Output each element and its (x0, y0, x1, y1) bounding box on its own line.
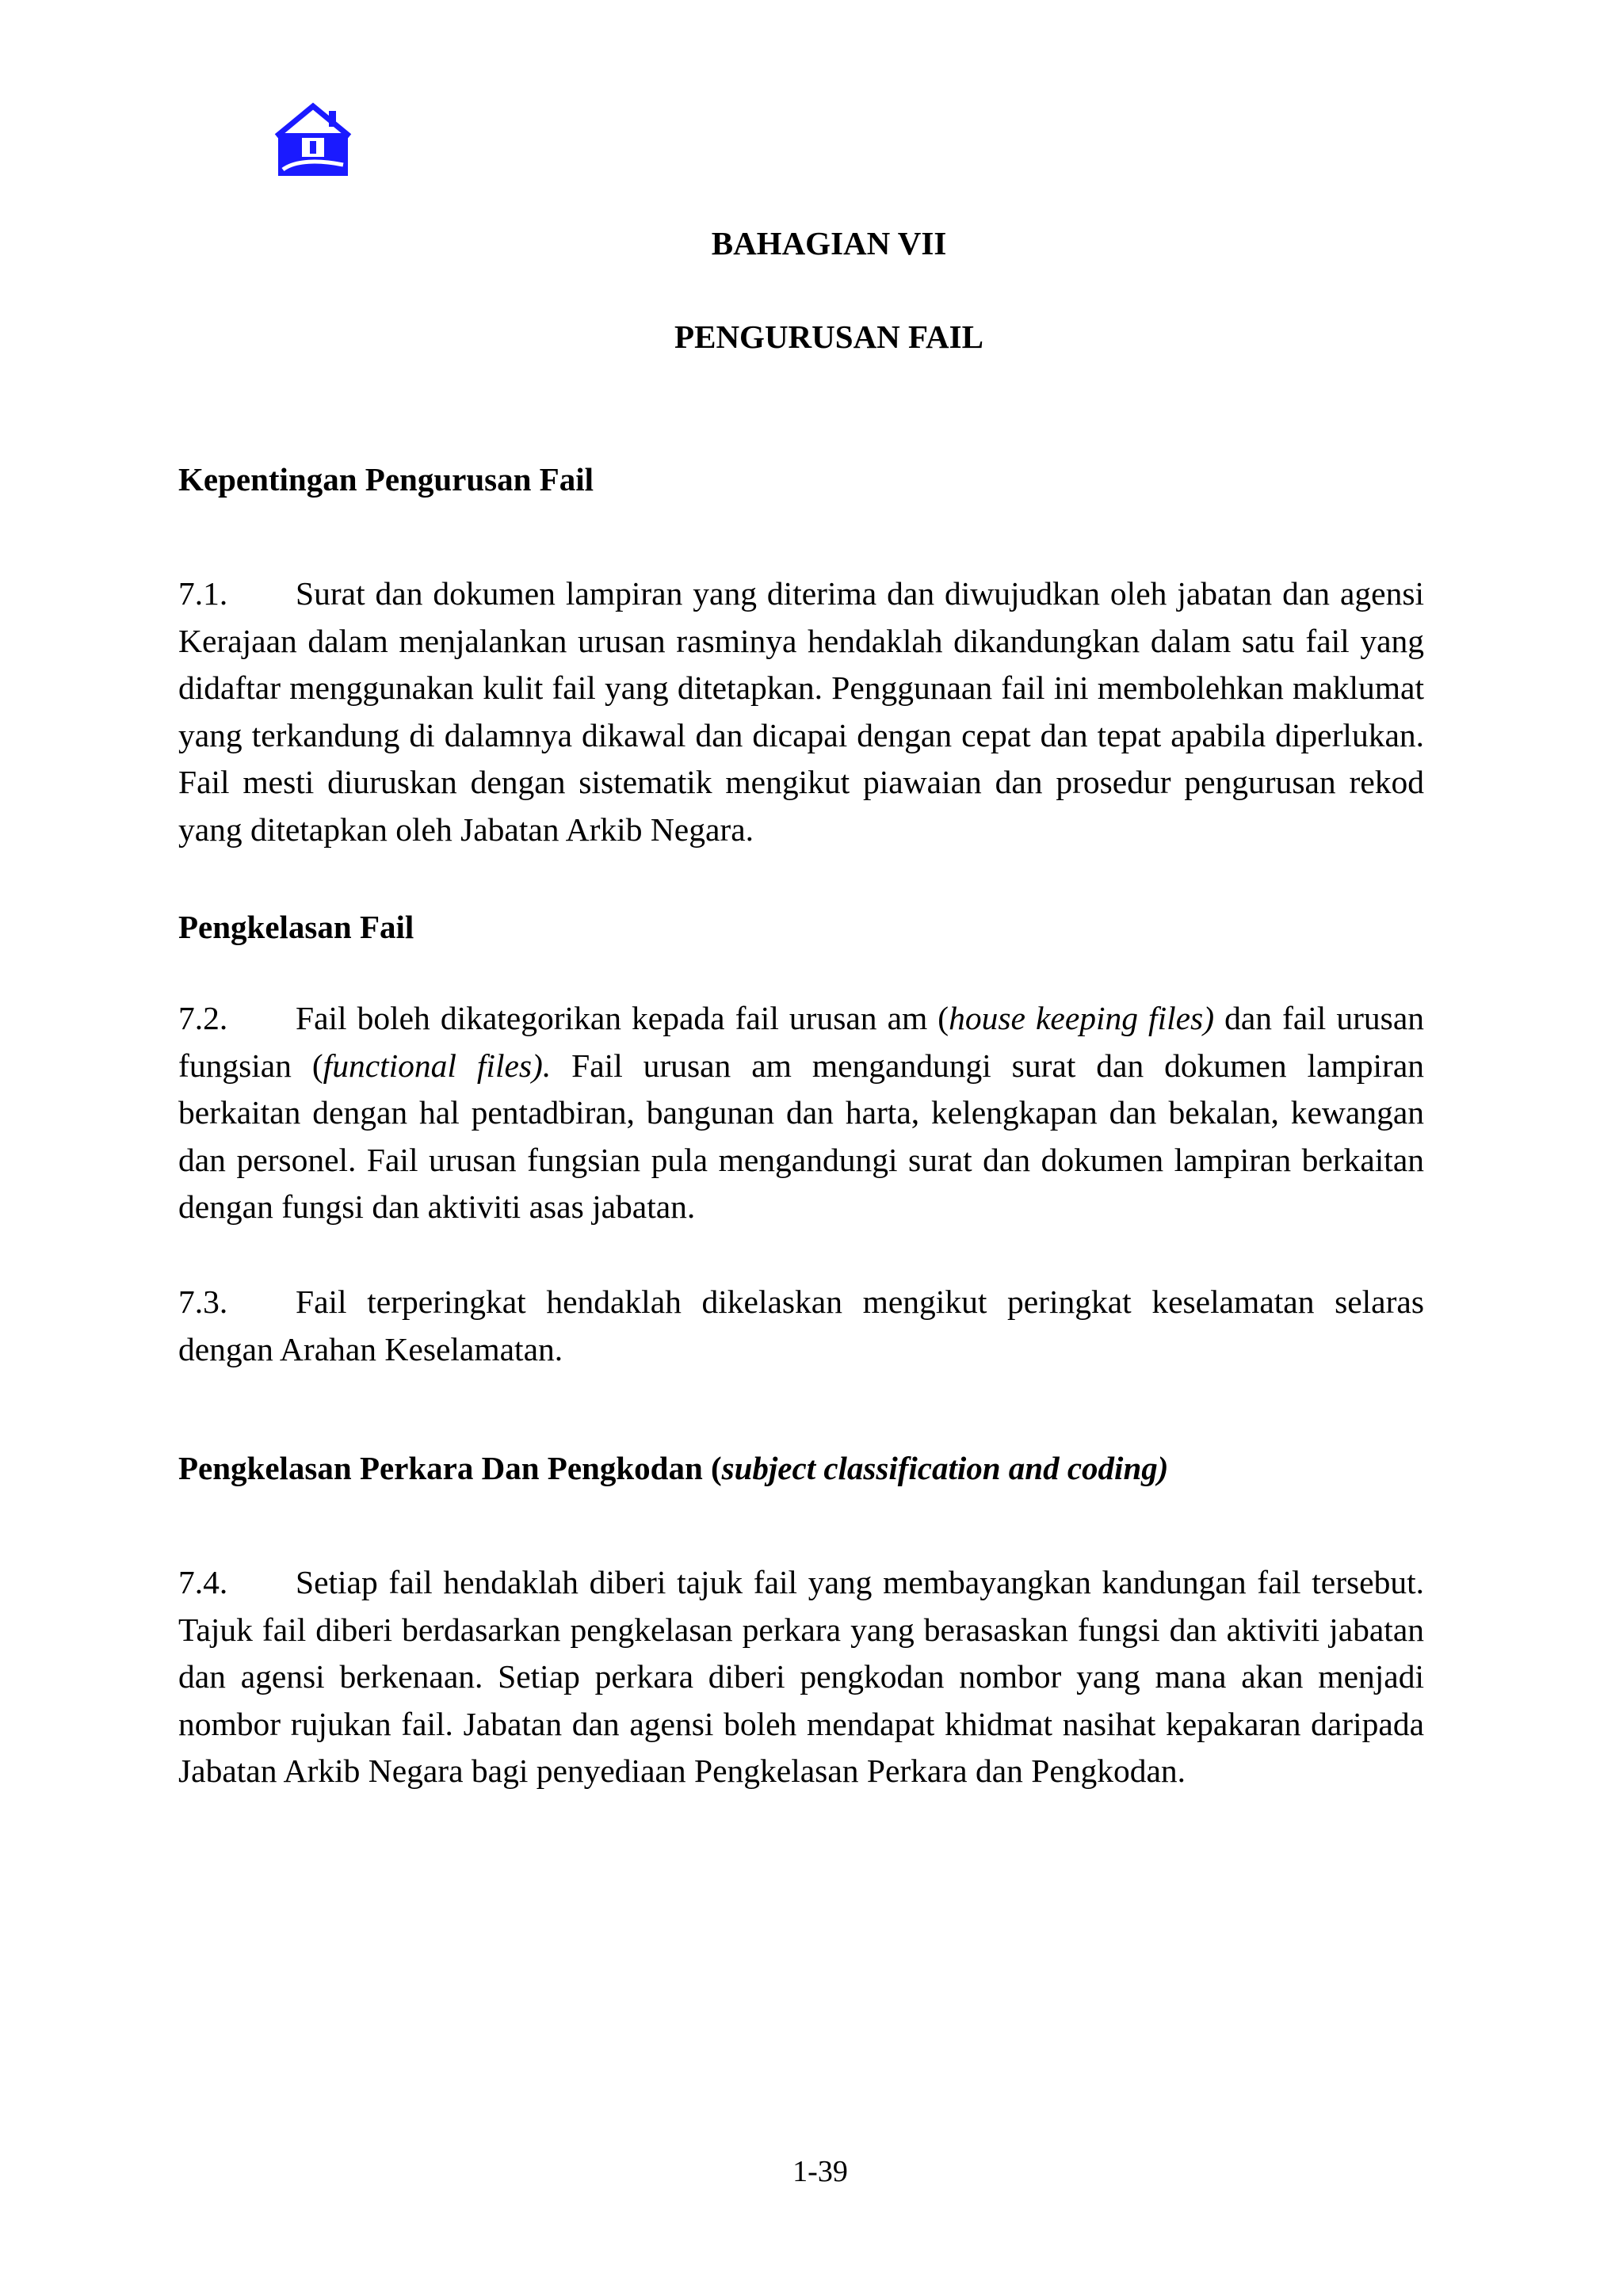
section-heading-pengkelasan-perkara (178, 1448, 1168, 1488)
paragraph-number: 7.3. (178, 1283, 228, 1320)
paragraph-7-4 (178, 1559, 1424, 1795)
part-title: BAHAGIAN VII (711, 225, 947, 261)
paragraph-text: Fail terperingkat hendaklah dikelaskan mengikut peringkat keselamatan selaras dengan Arahan Keselamatan. (178, 1283, 1424, 1367)
section-heading-pengkelasan-fail: Pengkelasan Fail (178, 909, 414, 945)
chapter-title: PENGURUSAN FAIL (674, 318, 983, 355)
paragraph-text-b: dan fail urusan fungsian ( (178, 1000, 1424, 1084)
page-number: 1-39 (792, 2155, 848, 2188)
section-heading-text: Pengkelasan Perkara Dan Pengkodan ( (178, 1450, 722, 1486)
paragraph-text-a: Fail boleh dikategorikan kepada fail urusan am ( (296, 1000, 949, 1036)
section-heading-term: subject classification and coding) (721, 1450, 1169, 1486)
paragraph-number: 7.2. (178, 1000, 228, 1036)
paragraph-number: 7.4. (178, 1564, 228, 1600)
paragraph-text-c: Fail urusan am mengandungi surat dan dokumen lampiran berkaitan dengan hal pentadbiran, bangunan dan harta, kelengkapan dan bekalan, kewangan dan personel. Fail urusan fungsian pula mengandungi surat dan dokumen lampiran berkaitan dengan fungsi dan aktiviti asas jabatan. (178, 1047, 1424, 1226)
paragraph-7-3 (178, 1279, 1424, 1373)
section-heading-kepentingan: Kepentingan Pengurusan Fail (178, 461, 594, 498)
paragraph-7-2 (178, 995, 1424, 1231)
paragraph-number: 7.1. (178, 575, 228, 612)
paragraph-term-house-keeping: house keeping files) (949, 1000, 1215, 1036)
paragraph-term-functional: functional files). (323, 1047, 552, 1084)
paragraph-7-1 (178, 570, 1424, 854)
home-icon[interactable] (272, 101, 354, 177)
paragraph-text: Surat dan dokumen lampiran yang diterima dan diwujudkan oleh jabatan dan agensi Kerajaan dalam menjalankan urusan rasminya hendaklah dikandungkan dalam satu fail yang didaftar menggunakan kulit fail yang ditetapkan. Penggunaan fail ini membolehkan maklumat yang terkandung di dalamnya dikawal dan dicapai dengan cepat dan tepat apabila diperlukan. Fail mesti diuruskan dengan sistematik mengikut piawaian dan prosedur pengurusan rekod yang ditetapkan oleh Jabatan Arkib Negara. (178, 575, 1424, 848)
paragraph-text: Setiap fail hendaklah diberi tajuk fail yang membayangkan kandungan fail tersebut. Tajuk fail diberi berdasarkan pengkelasan perkara yang berasaskan fungsi dan aktiviti jabatan dan agensi berkenaan. Setiap perkara diberi pengkodan nombor yang mana akan menjadi nombor rujukan fail. Jabatan dan agensi boleh mendapat khidmat nasihat kepakaran daripada Jabatan Arkib Negara bagi penyediaan Pengkelasan Perkara dan Pengkodan. (178, 1564, 1424, 1790)
